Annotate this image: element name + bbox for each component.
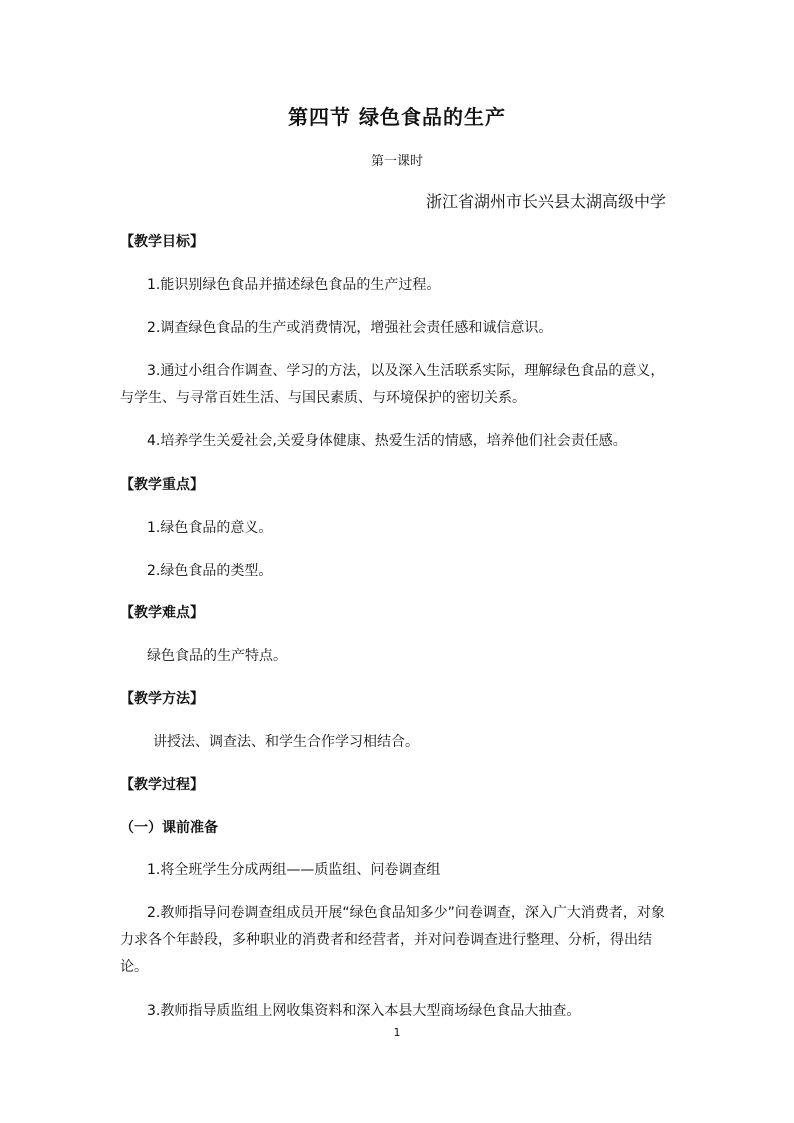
process-heading: 【教学过程】 — [120, 777, 204, 793]
lesson-period: 第一课时 — [370, 154, 423, 169]
key-point-item: 1.绿色食品的意义。 — [147, 520, 273, 536]
methods-heading: 【教学方法】 — [120, 691, 204, 707]
objective-item: 3.通过小组合作调查、学习的方法，以及深入生活联系实际，理解绿色食品的意义，与学生、与寻常百姓生活、与国民素质、与环境保护的密切关系。 — [120, 363, 665, 406]
objective-item: 1.能识别绿色食品并描述绿色食品的生产过程。 — [147, 277, 441, 293]
objectives-heading: 【教学目标】 — [120, 234, 204, 250]
process-item: 3.教师指导质监组上网收集资料和深入本县大型商场绿色食品大抽查。 — [147, 1003, 581, 1019]
key-point-item: 2.绿色食品的类型。 — [147, 563, 273, 579]
process-subheading: （一）课前准备 — [120, 820, 218, 836]
school-name: 浙江省湖州市长兴县太湖高级中学 — [425, 192, 666, 211]
objective-item: 4.培养学生关爱社会,关爱身体健康、热爱生活的情感，培养他们社会责任感。 — [147, 433, 627, 449]
difficulties-text: 绿色食品的生产特点。 — [147, 648, 287, 664]
objective-item: 2.调查绿色食品的生产或消费情况，增强社会责任感和诚信意识。 — [147, 320, 553, 336]
key-points-heading: 【教学重点】 — [120, 477, 204, 493]
difficulties-heading: 【教学难点】 — [120, 605, 204, 621]
process-item: 1.将全班学生分成两组——质监组、问卷调查组 — [147, 862, 441, 878]
document-title: 第四节 绿色食品的生产 — [288, 105, 506, 129]
methods-text: 讲授法、调查法、和学生合作学习相结合。 — [153, 734, 419, 750]
process-item: 2.教师指导问卷调查组成员开展“绿色食品知多少”问卷调查，深入广大消费者，对象力求各个年龄段，多种职业的消费者和经营者，并对问卷调查进行整理、分析，得出结论。 — [120, 905, 665, 975]
page-number: 1 — [393, 1026, 401, 1039]
